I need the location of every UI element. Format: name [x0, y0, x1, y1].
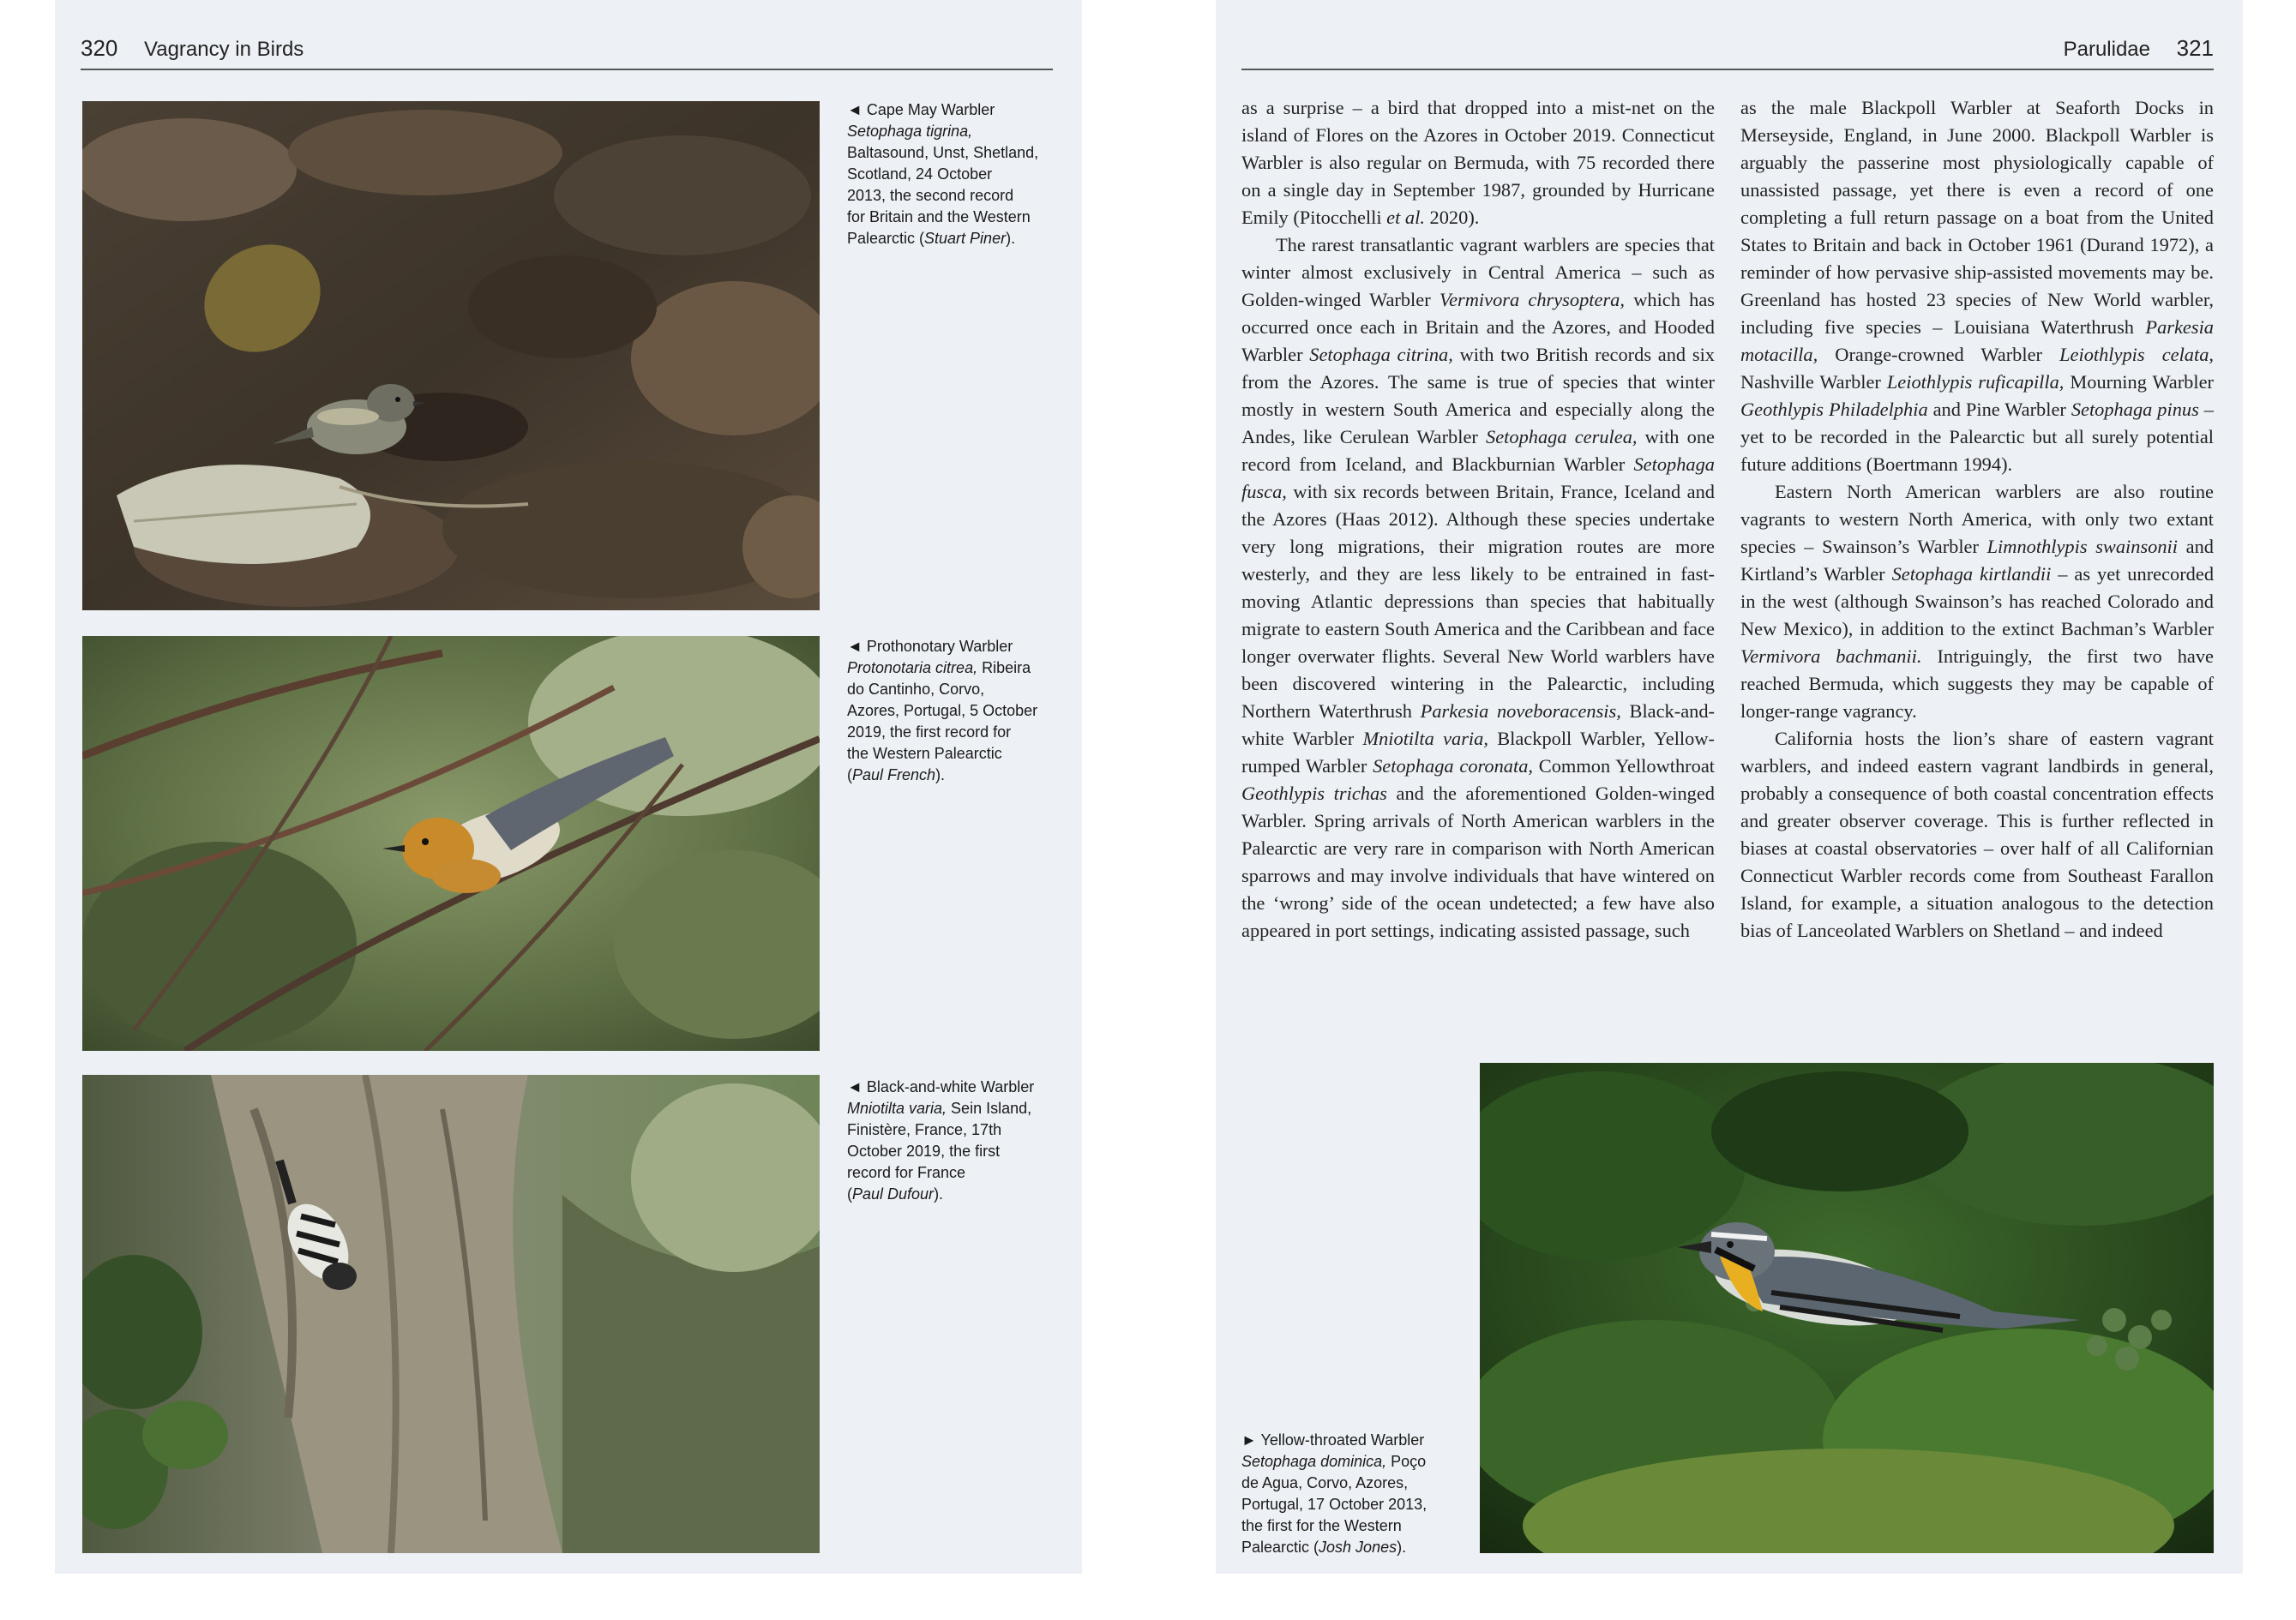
caption-black-and-white-warbler — [847, 1077, 1034, 1205]
running-head: Parulidae — [2063, 38, 2150, 61]
caption-scientific-name: Setophaga tigrina, — [847, 123, 973, 140]
scientific-name: Setophaga kirtlandii — [1891, 563, 2052, 585]
caption-credit-suffix: ). — [934, 1185, 944, 1203]
caption-cape-may-warbler — [847, 99, 1038, 249]
caption-credit-suffix: ). — [1006, 230, 1016, 247]
caption-line: Scotland, 24 October — [847, 165, 993, 183]
scientific-name: Parkesia motacilla, — [1740, 316, 2214, 365]
caption-line: the first for the Western — [1241, 1517, 1402, 1534]
scientific-name: Leiothlypis ruficapilla, — [1886, 371, 2065, 393]
text-run: 2020). — [1424, 207, 1480, 228]
photo-credit: Stuart Piner — [924, 230, 1007, 247]
scientific-name: Setophaga cerulea, — [1486, 426, 1638, 447]
text-run: – yet to be recorded in the Palearctic but all surely potential future additions (Boertmann 1994). — [1740, 399, 2214, 475]
text-run: Orange-crowned Warbler — [1818, 344, 2060, 365]
text-run: Nashville Warbler — [1740, 371, 1887, 393]
photo-yellow-throated-warbler — [1480, 1063, 2214, 1553]
text-run: Eastern North American warblers are also routine vagrants to western North America, with only two extant species – Swainson’s Warbler — [1740, 481, 2214, 557]
caption-credit-prefix: Palearctic ( — [1241, 1539, 1319, 1556]
caption-line: Baltasound, Unst, Shetland, — [847, 144, 1039, 161]
text-run: Intriguingly, the first two have reached Bermuda, which suggests they may be capable of longer-range vagrancy. — [1740, 645, 2214, 722]
caption-credit-prefix: ( — [847, 1185, 852, 1203]
caption-credit-suffix: ). — [1397, 1539, 1407, 1556]
text-run: Black-and-white Warbler — [1241, 700, 1715, 749]
text-run: Blackpoll Warbler, Yellow-rumped Warbler — [1241, 728, 1715, 777]
body-column-1 — [1241, 94, 1715, 945]
caption-common-name: Cape May Warbler — [866, 101, 995, 118]
caption-line: the Western Palearctic — [847, 745, 1002, 762]
text-run: with one record from Iceland, and Blackburnian Warbler — [1241, 426, 1715, 475]
body-paragraph — [1740, 725, 2214, 945]
text-run: and the aforementioned Golden-winged Warbler. Spring arrivals of North American warblers in the Palearctic are very rare in comparison with North American sparrows and may involve individuals that have wintered on the ‘wrong’ side of the ocean undetected; a few have also appeared in port settings, indicating assisted passage, such — [1241, 783, 1715, 941]
caption-scientific-name: Setophaga dominica, — [1241, 1453, 1387, 1470]
left-page — [55, 0, 1082, 1574]
caption-line: Azores, Portugal, 5 October — [847, 702, 1038, 719]
text-run: The rarest transatlantic vagrant warblers are species that winter almost exclusively in Central America – such as Golden-winged Warbler — [1241, 234, 1715, 310]
caption-common-name: Black-and-white Warbler — [866, 1078, 1035, 1095]
body-paragraph — [1241, 94, 1715, 231]
text-run: with six records between Britain, France, Iceland and the Azores (Haas 2012). Although these species undertake very long migrations, their migration routes are more westerly, and they are less likely to be entrained in fast-moving Atlantic depressions than species that habitually migrate to eastern South America and the Caribbean and face longer overwater flights. Several New World warblers have been discovered wintering in the Palearctic, including Northern Waterthrush — [1241, 481, 1715, 722]
caption-line: for Britain and the Western — [847, 208, 1031, 225]
caption-common-name: Yellow-throated Warbler — [1260, 1431, 1425, 1449]
text-run: – as yet unrecorded in the west (although Swainson’s has reached Colorado and New Mexico), in addition to the extinct Bachman’s Warbler — [1740, 563, 2215, 639]
scientific-name: Setophaga coronata, — [1373, 755, 1534, 777]
text-run: which has occurred once each in Britain and the Azores, and Hooded Warbler — [1241, 289, 1715, 365]
caption-sci-suffix: Ribeira — [977, 659, 1031, 676]
caption-line: do Cantinho, Corvo, — [847, 681, 985, 698]
body-paragraph — [1241, 231, 1715, 945]
scientific-name: Vermivora chrysoptera, — [1439, 289, 1625, 310]
caption-line: Portugal, 17 October 2013, — [1241, 1496, 1427, 1513]
body-column-2 — [1740, 94, 2214, 945]
caption-credit-prefix: ( — [847, 766, 852, 783]
caption-sci-suffix: Poço — [1386, 1453, 1427, 1470]
photo-credit: Josh Jones — [1319, 1539, 1397, 1556]
scientific-name: Leiothlypis celata, — [2059, 344, 2214, 365]
page-number: 320 — [81, 35, 118, 61]
photo-credit: Paul French — [852, 766, 936, 783]
photo-credit: Paul Dufour — [852, 1185, 935, 1203]
scientific-name: Vermivora bachmanii. — [1740, 645, 1922, 667]
right-page-header — [1241, 34, 2214, 70]
left-page-header — [81, 34, 1053, 70]
scientific-name: Geothlypis Philadelphia — [1740, 399, 1928, 420]
caption-prothonotary-warbler — [847, 636, 1037, 786]
scientific-name: et al. — [1386, 207, 1425, 228]
scientific-name: Limnothlypis swainsonii — [1986, 536, 2179, 557]
scientific-name: Setophaga citrina, — [1309, 344, 1453, 365]
caption-marker: ◄ — [847, 1078, 863, 1095]
photo-prothonotary-warbler — [82, 636, 820, 1051]
caption-yellow-throated-warbler — [1241, 1430, 1427, 1558]
caption-scientific-name: Protonotaria citrea, — [847, 659, 978, 676]
text-run: with two British records and six from the Azores. The same is true of species that winter mostly in western South America and especially along the Andes, like Cerulean Warbler — [1241, 344, 1715, 447]
text-run: and Kirtland’s Warbler — [1740, 536, 2214, 585]
caption-common-name: Prothonotary Warbler — [866, 638, 1013, 655]
scientific-name: Geothlypis trichas — [1241, 783, 1387, 804]
caption-marker: ◄ — [847, 101, 863, 118]
body-paragraph — [1740, 478, 2214, 725]
scientific-name: Parkesia noveboracensis, — [1420, 700, 1621, 722]
page-number: 321 — [2176, 35, 2214, 61]
text-run: and Pine Warbler — [1927, 399, 2071, 420]
scientific-name: Setophaga pinus — [2071, 399, 2199, 420]
text-run: as a surprise – a bird that dropped into a mist-net on the island of Flores on the Azores in October 2019. Connecticut Warbler is also regular on Bermuda, with 75 recorded there on a single day in September 1987, grounded by Hurricane Emily (Pitocchelli — [1241, 97, 1715, 228]
photo-cape-may-warbler — [82, 101, 820, 610]
caption-credit-prefix: Palearctic ( — [847, 230, 925, 247]
caption-line: de Agua, Corvo, Azores, — [1241, 1474, 1409, 1491]
caption-marker: ► — [1241, 1431, 1257, 1449]
caption-sci-suffix: Sein Island, — [947, 1100, 1032, 1117]
text-run: Mourning Warbler — [2064, 371, 2214, 393]
text-run: Common Yellowthroat — [1533, 755, 1715, 777]
caption-line: 2019, the first record for — [847, 723, 1012, 741]
photo-black-and-white-warbler — [82, 1075, 820, 1553]
scientific-name: Mniotilta varia, — [1362, 728, 1488, 749]
caption-line: Finistère, France, 17th — [847, 1121, 1002, 1138]
text-run: as the male Blackpoll Warbler at Seaforth Docks in Merseyside, England, in June 2000. Blackpoll Warbler is arguably the passerine most physiologically capable of unassisted passage, yet there is even a record of one completing a full return passage on a boat from the United States to Britain and back in October 1961 (Durand 1972), a reminder of how pervasive ship-assisted movements may be. Greenland has hosted 23 species of New World warbler, including five species – Louisiana Waterthrush — [1740, 97, 2214, 338]
caption-credit-suffix: ). — [935, 766, 946, 783]
caption-line: 2013, the second record — [847, 187, 1014, 204]
caption-line: record for France — [847, 1164, 966, 1181]
running-head: Vagrancy in Birds — [144, 38, 304, 61]
right-page — [1216, 0, 2243, 1574]
caption-marker: ◄ — [847, 638, 863, 655]
caption-scientific-name: Mniotilta varia, — [847, 1100, 947, 1117]
body-paragraph — [1740, 94, 2214, 478]
caption-line: October 2019, the first — [847, 1143, 1001, 1160]
scientific-name: Setophaga fusca, — [1241, 453, 1715, 502]
text-run: California hosts the lion’s share of eastern vagrant warblers, and indeed eastern vagrant landbirds in general, probably a consequence of both coastal concentration effects and greater observer coverage. This is further reflected in biases at coastal observatories – over half of all Californian Connecticut Warbler records come from Southeast Farallon Island, for example, a situation analogous to the detection bias of Lanceolated Warblers on Shetland – and indeed — [1740, 728, 2214, 941]
